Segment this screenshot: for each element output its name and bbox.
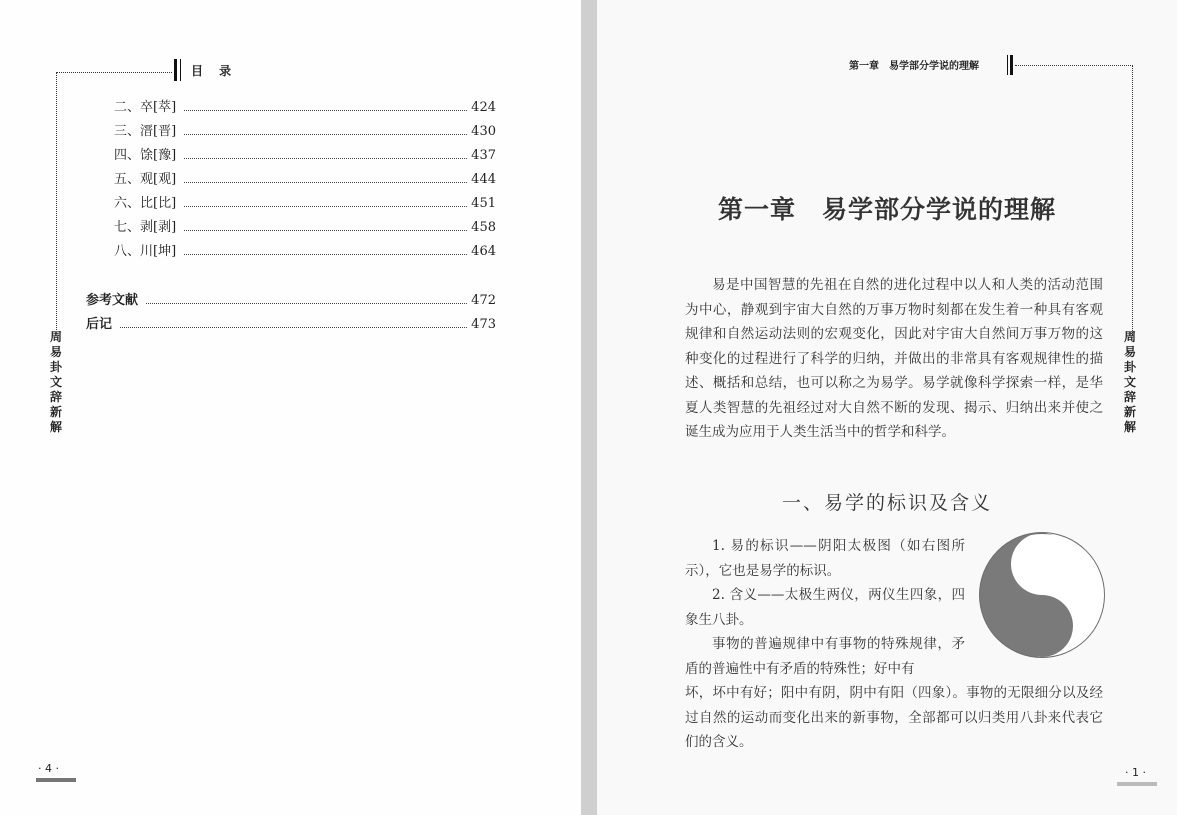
header-bar [1007,55,1008,75]
page-number: · 1 · [1125,766,1146,779]
toc-entry-page: 424 [471,100,496,115]
toc-entry[interactable] [114,120,496,140]
toc-entry[interactable] [114,168,496,188]
toc-entry-label: 六、比[比] [114,196,177,211]
margin-dotted-line [1132,65,1133,335]
toc-entry-label: 五、观[观] [114,172,177,187]
toc-entry[interactable] [114,240,496,260]
section-title: 一、易学的标识及含义 [781,492,992,514]
toc-entry-label: 后记 [86,317,113,332]
toc-entry-afterword[interactable] [86,313,496,333]
page-number-bar [1117,782,1157,786]
yin-yang-icon [977,530,1107,660]
toc-entry-page: 464 [471,244,496,259]
toc-entry-page: 458 [471,220,496,235]
toc-entry-page: 473 [471,317,496,332]
item-2-paragraph: 2. 含义——太极生两仪，两仪生四象，四象生八卦。 [685,587,965,628]
toc-entry-label: 七、剥[剥] [114,220,177,235]
header-dotted-line [56,72,172,73]
toc-entry-label: 八、川[坤] [114,244,177,259]
toc-entry[interactable] [114,144,496,164]
toc-header-title: 目 录 [191,64,238,78]
toc-entry-page: 451 [471,196,496,211]
toc-entry-label: 四、馀[豫] [114,148,177,163]
left-page [0,0,581,815]
header-bar [180,59,181,81]
toc-entry-references[interactable] [86,289,496,309]
paragraph-3a: 事物的普遍规律中有事物的特殊规律，矛盾的普遍性中有矛盾的特殊性；好中有 [685,636,965,677]
toc-entry-label: 二、卒[萃] [114,100,177,115]
header-bar [174,59,177,81]
paragraph-3b: 坏，坏中有好；阳中有阴，阴中有阳（四象）。事物的无限细分以及经过自然的运动而变化出来的新事物，全部都可以归类用八卦来代表它们的含义。 [685,685,1103,750]
toc-entry-page: 430 [471,124,496,139]
right-page [597,0,1177,815]
page-gutter [581,0,597,815]
book-side-title: 周易卦文辞新解 [49,330,62,434]
intro-paragraph: 易是中国智慧的先祖在自然的进化过程中以人和人类的活动范围为中心，静观到宇宙大自然的万事万物时刻都在发生着一种具有客观规律和自然运动法则的宏观变化，因此对宇宙大自然间万事万物的这种变化的过程进行了科学的归纳，并做出的非常具有客观规律性的描述、概括和总结，也可以称之为易学。易学就像科学探索一样，是华夏人类智慧的先祖经过对大自然不断的发现、揭示、归纳出来并使之诞生成为应用于人类生活当中的哲学和科学。 [685,277,1103,440]
toc-entry-page: 472 [471,293,496,308]
toc-entry-label: 三、溍[晋] [114,124,177,139]
item-1-paragraph: 1. 易的标识——阴阳太极图（如右图所示），它也是易学的标识。 [685,538,965,579]
toc-entry[interactable] [114,96,496,116]
header-bar [1010,55,1013,75]
page-number-bar [36,778,76,782]
margin-dotted-line [56,72,57,330]
header-dotted-line [1015,65,1133,66]
toc-entry-page: 444 [471,172,496,187]
toc-entry-page: 437 [471,148,496,163]
toc-entry-label: 参考文献 [86,293,139,308]
toc-entry[interactable] [114,216,496,236]
running-header: 第一章 易学部分学说的理解 [849,61,979,72]
toc-entry[interactable] [114,192,496,212]
page-number: · 4 · [38,762,59,775]
book-side-title: 周易卦文辞新解 [1123,330,1136,434]
chapter-title: 第一章 易学部分学说的理解 [717,195,1056,224]
